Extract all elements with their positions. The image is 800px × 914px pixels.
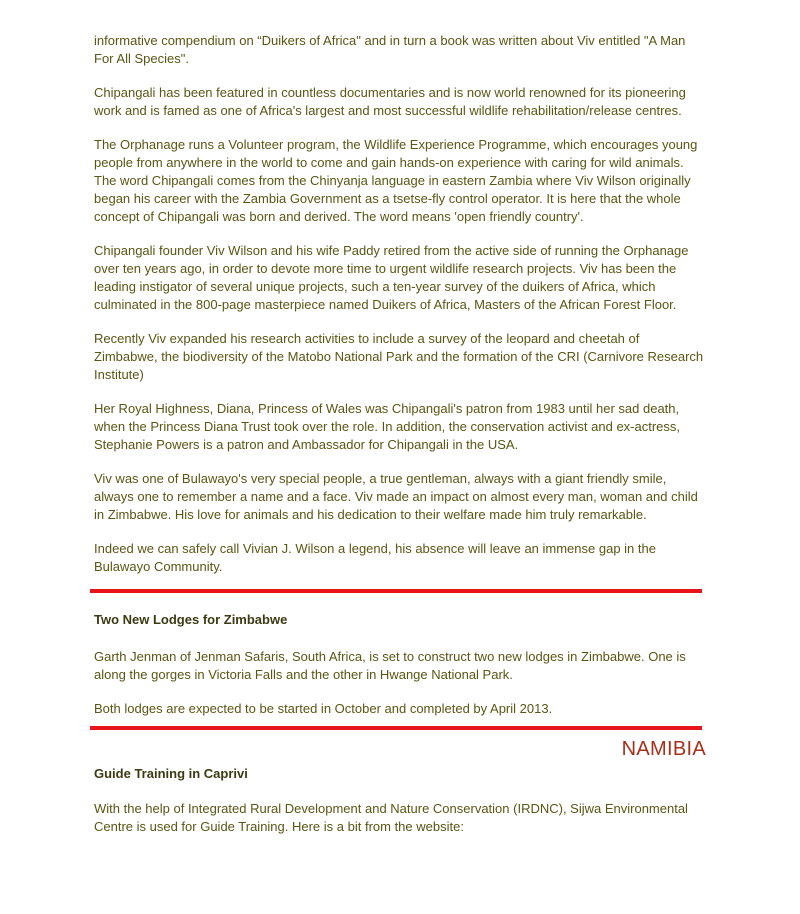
- section-heading: Guide Training in Caprivi: [94, 766, 248, 781]
- paragraph: Viv was one of Bulawayo's very special people, a true gentleman, always with a giant friendly smile, always one to remember a name and a face. Viv made an impact on almost every man, woman and child in Zimbabwe. His love for animals and his dedication to their welfare made him truly remarkable.: [94, 471, 698, 522]
- paragraph: With the help of Integrated Rural Development and Nature Conservation (IRDNC), Sijwa Environmental Centre is used for Guide Training. Here is a bit from the website:: [94, 801, 688, 834]
- paragraph: Both lodges are expected to be started in October and completed by April 2013.: [94, 701, 553, 716]
- paragraph: Garth Jenman of Jenman Safaris, South Africa, is set to construct two new lodges in Zimbabwe. One is along the gorges in Victoria Falls and the other in Hwange National Park.: [94, 649, 686, 682]
- section-divider: [90, 726, 702, 730]
- paragraph: The Orphanage runs a Volunteer program, the Wildlife Experience Programme, which encourages young people from anywhere in the world to come and gain hands-on experience with caring for wild animals. The word Chipangali comes from the Chinyanja language in eastern Zambia where Viv Wilson originally began his career with the Zambia Government as a tsetse-fly control operator. It is here that the whole concept of Chipangali was born and derived. The word means 'open friendly country'.: [94, 137, 698, 224]
- section-heading: Two New Lodges for Zimbabwe: [94, 612, 288, 627]
- region-label: NAMIBIA: [621, 738, 706, 760]
- section-divider: [90, 589, 702, 593]
- article-guide-training: [94, 800, 706, 836]
- paragraph: informative compendium on “Duikers of Africa" and in turn a book was written about Viv entitled "A Man For All Species".: [94, 33, 686, 66]
- article-lodges: [94, 648, 706, 718]
- article-chipangali: [94, 32, 706, 576]
- paragraph: Her Royal Highness, Diana, Princess of Wales was Chipangali's patron from 1983 until her sad death, when the Princess Diana Trust took over the role. In addition, the conservation activist and ex-actress, Stephanie Powers is a patron and Ambassador for Chipangali in the USA.: [94, 401, 681, 452]
- paragraph: Recently Viv expanded his research activities to include a survey of the leopard and cheetah of Zimbabwe, the biodiversity of the Matobo National Park and the formation of the CRI (Carnivore Research Institute): [94, 331, 704, 382]
- paragraph: Indeed we can safely call Vivian J. Wilson a legend, his absence will leave an immense gap in the Bulawayo Community.: [94, 541, 656, 574]
- paragraph: Chipangali founder Viv Wilson and his wife Paddy retired from the active side of running the Orphanage over ten years ago, in order to devote more time to urgent wildlife research projects. Viv has been the leading instigator of several unique projects, such a ten-year survey of the duikers of Africa, which culminated in the 800-page masterpiece named Duikers of Africa, Masters of the African Forest Floor.: [94, 243, 689, 312]
- paragraph: Chipangali has been featured in countless documentaries and is now world renowned for its pioneering work and is famed as one of Africa's largest and most successful wildlife rehabilitation/release centres.: [94, 85, 686, 118]
